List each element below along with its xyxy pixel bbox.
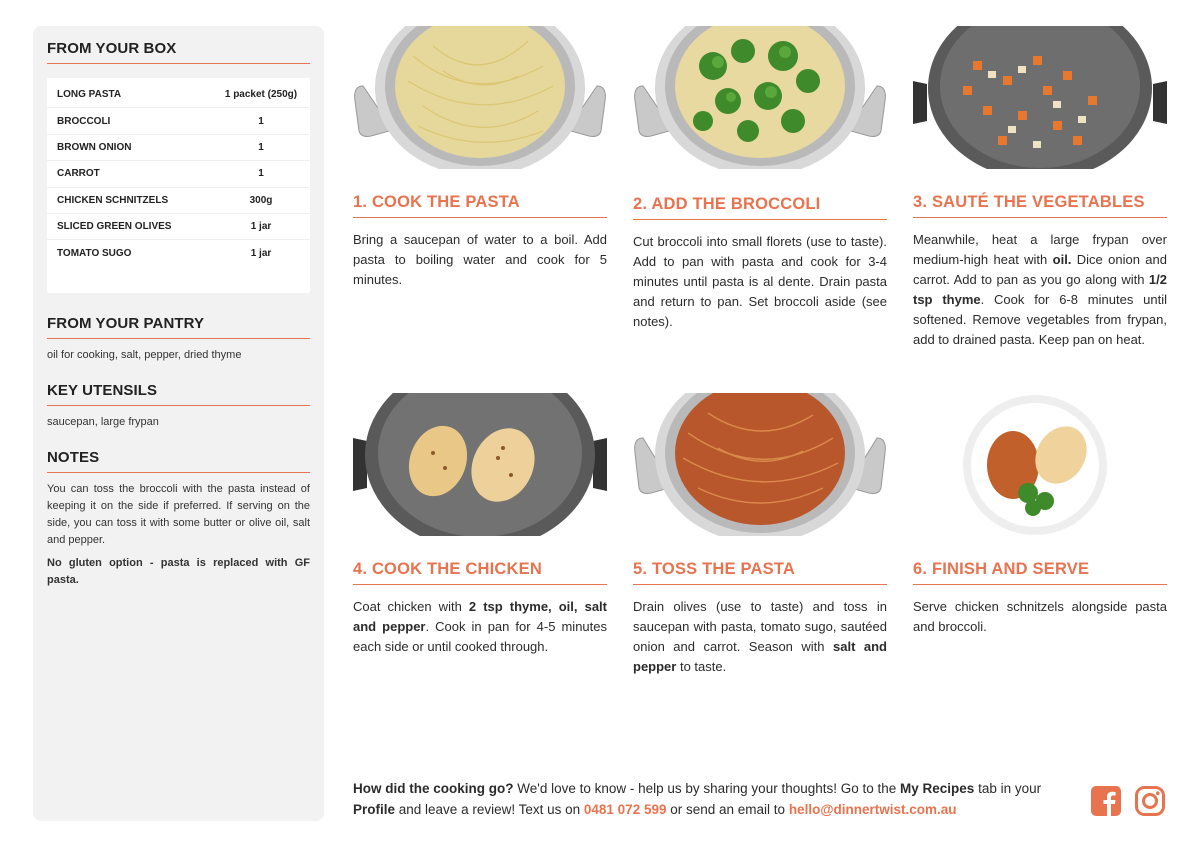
step-2-body xyxy=(633,232,887,332)
step-5-body xyxy=(633,597,887,677)
ingredient-row xyxy=(47,82,310,108)
footer-text: or send an email to xyxy=(666,802,789,817)
ingredient-qty: 1 xyxy=(258,168,264,180)
step-1-body xyxy=(353,230,607,290)
footer-text: My Recipes xyxy=(900,781,975,796)
body-text: Bring a saucepan of water to a boil. Add pasta to boiling water and cook for 5 minutes. xyxy=(353,232,607,287)
step-5 xyxy=(633,393,887,677)
step-6-body xyxy=(913,597,1167,637)
plated-dish-photo xyxy=(913,393,1167,536)
footer-text: and leave a review! Text us on xyxy=(395,802,584,817)
bold-text: 2 tsp thyme, oil, salt and pepper xyxy=(353,599,607,634)
ingredient-qty: 1 jar xyxy=(250,221,272,233)
footer-text: How did the cooking go? xyxy=(353,781,514,796)
step-1-title: 1. COOK THE PASTA xyxy=(353,193,607,218)
notes-section xyxy=(47,449,310,589)
pantry-heading: FROM YOUR PANTRY xyxy=(47,315,310,339)
ingredient-row xyxy=(47,240,310,266)
ingredient-qty: 1 xyxy=(258,115,264,127)
body-text: Coat chicken with xyxy=(353,599,469,614)
ingredient-name: LONG PASTA xyxy=(57,89,122,101)
ingredient-row xyxy=(47,135,310,161)
bold-text: 1/2 tsp thyme xyxy=(913,272,1167,307)
body-text: Serve chicken schnitzels alongside pasta and broccoli. xyxy=(913,599,1167,634)
footer-text: Profile xyxy=(353,802,396,817)
from-box-heading: FROM YOUR BOX xyxy=(47,40,310,64)
chicken-frypan-photo xyxy=(353,393,607,536)
phone-link[interactable]: 0481 072 599 xyxy=(583,802,667,817)
ingredient-name: TOMATO SUGO xyxy=(57,248,132,260)
body-text: Meanwhile, heat a large frypan over medium-high heat with xyxy=(913,232,1167,267)
body-text: to taste. xyxy=(676,659,727,674)
utensils-text: saucepan, large frypan xyxy=(47,415,159,428)
utensils-heading: KEY UTENSILS xyxy=(47,382,310,406)
notes-text: You can toss the broccoli with the pasta instead of keeping it on the side if preferred. If serving on the side, you can toss it with some butter or olive oil, salt and pepper. xyxy=(47,482,310,546)
body-text: Dice onion and carrot. Add to pan as you go along with xyxy=(913,252,1167,287)
ingredients-sidebar xyxy=(33,26,324,821)
onion-carrot-frypan-photo xyxy=(913,26,1167,169)
email-link[interactable]: hello@dinnertwist.com.au xyxy=(788,802,957,817)
step-4-body xyxy=(353,597,607,657)
step-4 xyxy=(353,393,607,657)
notes-heading: NOTES xyxy=(47,449,310,473)
broccoli-pasta-photo xyxy=(633,26,887,169)
step-6 xyxy=(913,393,1167,637)
utensils-section xyxy=(47,382,310,431)
step-4-title: 4. COOK THE CHICKEN xyxy=(353,560,607,585)
body-text: Cut broccoli into small florets (use to taste). Add to pan with pasta and cook for 3-4 minutes until pasta is al dente. Drain pasta and return to pan. Set broccoli aside (see notes). xyxy=(633,234,887,329)
body-text: Drain olives (use to taste) and toss in saucepan with pasta, tomato sugo, sautéed onion and carrot. Season with xyxy=(633,599,887,654)
step-6-title: 6. FINISH AND SERVE xyxy=(913,560,1167,585)
footer-text: We'd love to know - help us by sharing your thoughts! Go to the xyxy=(513,781,901,796)
step-2 xyxy=(633,26,887,332)
ingredient-row xyxy=(47,108,310,134)
ingredient-name: CARROT xyxy=(57,168,100,180)
ingredients-table xyxy=(47,78,310,293)
step-5-title: 5. TOSS THE PASTA xyxy=(633,560,887,585)
tomato-pasta-pot-photo xyxy=(633,393,887,536)
footer-text: tab in your xyxy=(974,781,1042,796)
bold-text: salt and pepper xyxy=(633,639,888,674)
step-3-title: 3. SAUTÉ THE VEGETABLES xyxy=(913,193,1167,218)
ingredient-name: SLICED GREEN OLIVES xyxy=(57,221,172,233)
body-text: . Cook for 6-8 minutes until softened. Remove vegetables from frypan, add to drained pasta. Keep pan on heat. xyxy=(913,292,1167,347)
ingredient-row xyxy=(47,188,310,214)
feedback-footer xyxy=(353,778,1073,820)
step-3-body xyxy=(913,230,1167,350)
ingredient-name: BROCCOLI xyxy=(57,115,111,127)
instagram-icon[interactable] xyxy=(1134,785,1166,817)
bold-text: oil. xyxy=(1052,252,1072,267)
step-3 xyxy=(913,26,1167,350)
ingredient-row xyxy=(47,214,310,240)
gluten-note: No gluten option - pasta is replaced with GF pasta. xyxy=(47,556,310,586)
ingredient-name: CHICKEN SCHNITZELS xyxy=(57,194,169,206)
ingredient-name: BROWN ONION xyxy=(57,141,132,153)
ingredient-qty: 1 jar xyxy=(250,248,272,260)
ingredient-row xyxy=(47,161,310,187)
step-2-title: 2. ADD THE BROCCOLI xyxy=(633,195,887,220)
facebook-icon[interactable] xyxy=(1090,785,1122,817)
pantry-text: oil for cooking, salt, pepper, dried thyme xyxy=(47,348,242,361)
pasta-in-pot-photo xyxy=(353,26,607,169)
ingredient-qty: 300g xyxy=(249,194,273,206)
pantry-section xyxy=(47,315,310,364)
ingredient-qty: 1 packet (250g) xyxy=(224,89,298,101)
body-text: . Cook in pan for 4-5 minutes each side or until cooked through. xyxy=(353,619,607,654)
step-1 xyxy=(353,26,607,290)
ingredient-qty: 1 xyxy=(258,141,264,153)
